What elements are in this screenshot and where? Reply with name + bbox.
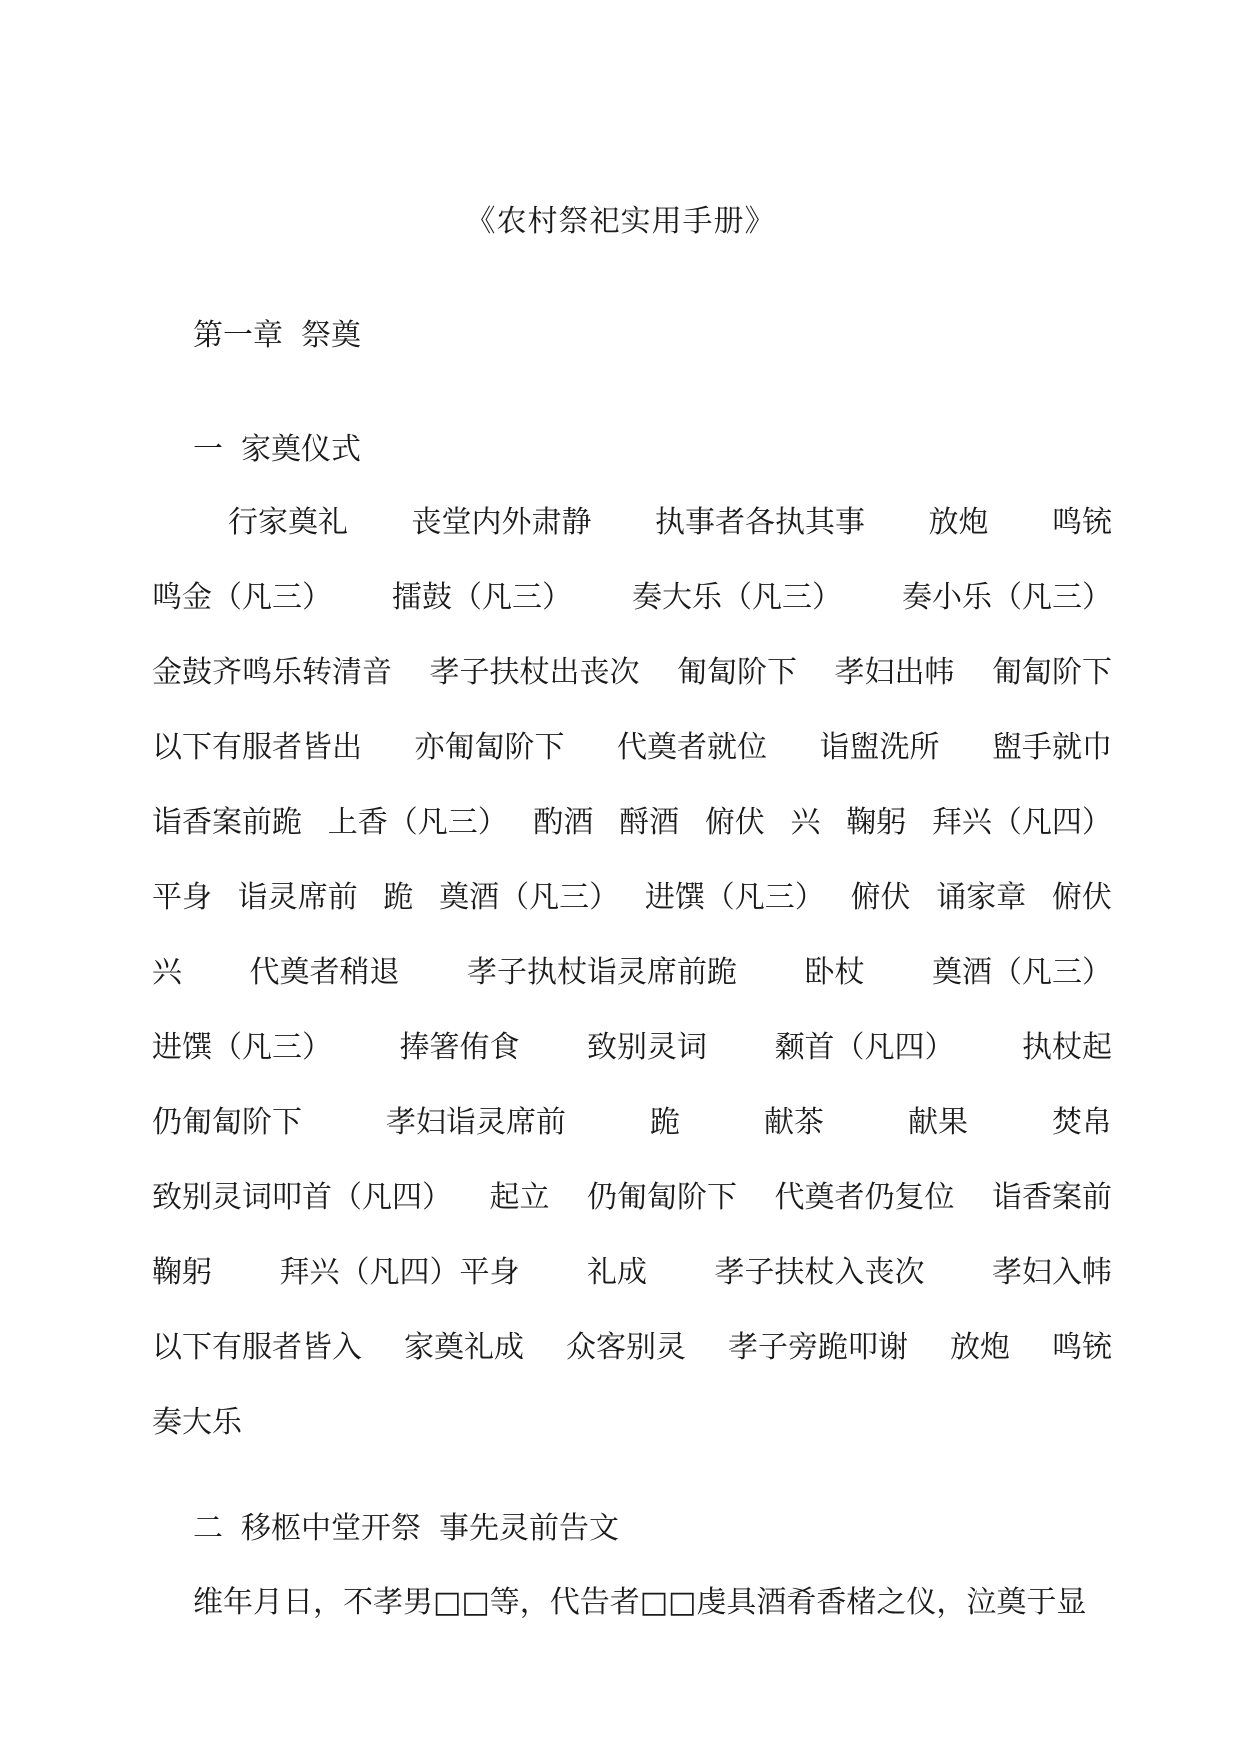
- ritual-phrase: 卧杖: [804, 955, 865, 990]
- ritual-line: [152, 1172, 1112, 1247]
- section-subtitle: 事先灵前告文: [439, 1511, 619, 1546]
- ritual-phrase: 孝妇诣灵席前: [386, 1105, 566, 1140]
- ritual-phrase: 诣香案前: [992, 1180, 1112, 1215]
- prose-paragraph: 维年月日，不孝男□□等，代告者□□虔具酒肴香楮之仪，泣奠于显: [193, 1585, 1087, 1620]
- section-name: 家奠仪式: [241, 432, 361, 467]
- ritual-phrase: 仍匍匐阶下: [152, 1105, 302, 1140]
- ritual-phrase: 致别灵词: [587, 1030, 707, 1065]
- ritual-phrase: 诣香案前跪: [152, 805, 302, 840]
- ritual-phrase: 献茶: [764, 1105, 824, 1140]
- ritual-phrase: 行家奠礼: [228, 505, 348, 540]
- ritual-line: [152, 947, 1112, 1022]
- chapter-number: 第一章: [193, 318, 283, 353]
- ritual-phrase: 俯伏: [1051, 880, 1112, 915]
- ritual-procedure: [152, 497, 1112, 1472]
- ritual-phrase: 放炮: [950, 1330, 1010, 1365]
- ritual-phrase: 诣灵席前: [237, 880, 358, 915]
- ritual-phrase: 亦匍匐阶下: [414, 730, 565, 765]
- ritual-line: [152, 797, 1112, 872]
- ritual-phrase: 奏大乐: [152, 1405, 242, 1440]
- ritual-phrase: 金鼓齐鸣乐转清音: [152, 655, 392, 690]
- ritual-line: [152, 1397, 1112, 1472]
- ritual-phrase: 孝妇入帏: [992, 1255, 1112, 1290]
- ritual-phrase: 孝子执杖诣灵席前跪: [467, 955, 737, 990]
- ritual-phrase: 诵家章: [936, 880, 1027, 915]
- chapter-name: 祭奠: [301, 318, 361, 353]
- ritual-phrase: 奏大乐（凡三）: [632, 580, 842, 615]
- ritual-line: [152, 1247, 1112, 1322]
- ritual-phrase: 奠酒（凡三）: [439, 880, 620, 915]
- ritual-phrase: 代奠者稍退: [249, 955, 400, 990]
- ritual-phrase: 放炮: [928, 505, 989, 540]
- ritual-phrase: 鸣铳: [1052, 505, 1112, 540]
- ritual-phrase: 诣盥洗所: [819, 730, 940, 765]
- section-name: 移柩中堂开祭: [241, 1511, 421, 1546]
- ritual-phrase: 鸣铳: [1052, 1330, 1112, 1365]
- ritual-phrase: 焚帛: [1052, 1105, 1112, 1140]
- section-heading-1: [193, 424, 361, 468]
- ritual-line: [152, 1097, 1112, 1172]
- ritual-phrase: 鸣金（凡三）: [152, 580, 332, 615]
- ritual-phrase: 家奠礼成: [404, 1330, 524, 1365]
- ritual-phrase: 献果: [908, 1105, 968, 1140]
- ritual-line: [152, 1322, 1112, 1397]
- ritual-phrase: 致别灵词叩首（凡四）: [152, 1180, 452, 1215]
- ritual-phrase: 兴: [152, 955, 182, 990]
- ritual-phrase: 奠酒（凡三）: [932, 955, 1112, 990]
- ritual-phrase: 拜兴（凡四）平身: [279, 1255, 520, 1290]
- section-number: 一: [193, 432, 223, 467]
- document-title: 《农村祭祀实用手册》: [465, 204, 776, 239]
- ritual-phrase: 丧堂内外肃静: [411, 505, 592, 540]
- section-heading-2: [193, 1503, 619, 1547]
- ritual-phrase: 酌酒: [533, 805, 594, 840]
- ritual-phrase: 仍匍匐阶下: [587, 1180, 737, 1215]
- ritual-phrase: 代奠者就位: [617, 730, 767, 765]
- ritual-phrase: 鞠躬: [846, 805, 907, 840]
- ritual-phrase: 礼成: [587, 1255, 647, 1290]
- ritual-phrase: 捧箸侑食: [399, 1030, 520, 1065]
- ritual-phrase: 兴: [790, 805, 821, 840]
- ritual-phrase: 以下有服者皆出: [152, 730, 362, 765]
- ritual-phrase: 奏小乐（凡三）: [902, 580, 1112, 615]
- ritual-line: [152, 1022, 1112, 1097]
- ritual-phrase: 匍匐阶下: [992, 655, 1112, 690]
- ritual-phrase: 平身: [152, 880, 212, 915]
- ritual-phrase: 擂鼓（凡三）: [392, 580, 572, 615]
- ritual-phrase: 匍匐阶下: [677, 655, 797, 690]
- ritual-phrase: 上香（凡三）: [327, 805, 508, 840]
- ritual-phrase: 酹酒: [619, 805, 680, 840]
- ritual-phrase: 鞠躬: [152, 1255, 212, 1290]
- chapter-heading: [193, 310, 361, 354]
- ritual-phrase: 众客别灵: [566, 1330, 686, 1365]
- ritual-line: [152, 497, 1112, 572]
- ritual-phrase: 孝妇出帏: [834, 655, 955, 690]
- ritual-phrase: 拜兴（凡四）: [931, 805, 1112, 840]
- ritual-phrase: 孝子扶杖入丧次: [714, 1255, 925, 1290]
- ritual-phrase: 执杖起: [1022, 1030, 1112, 1065]
- ritual-phrase: 进馔（凡三）: [644, 880, 825, 915]
- ritual-phrase: 俯伏: [704, 805, 765, 840]
- ritual-line: [152, 572, 1112, 647]
- ritual-phrase: 俯伏: [850, 880, 911, 915]
- ritual-phrase: 以下有服者皆入: [152, 1330, 362, 1365]
- ritual-phrase: 颡首（凡四）: [774, 1030, 955, 1065]
- ritual-phrase: 执事者各执其事: [655, 505, 865, 540]
- ritual-line: [152, 647, 1112, 722]
- ritual-phrase: 进馔（凡三）: [152, 1030, 332, 1065]
- ritual-line: [152, 872, 1112, 947]
- ritual-phrase: 代奠者仍复位: [774, 1180, 955, 1215]
- ritual-phrase: 起立: [489, 1180, 550, 1215]
- section-number: 二: [193, 1511, 223, 1546]
- ritual-phrase: 盥手就巾: [992, 730, 1112, 765]
- ritual-phrase: 孝子扶杖出丧次: [429, 655, 640, 690]
- ritual-phrase: 跪: [383, 880, 414, 915]
- ritual-phrase: 孝子旁跪叩谢: [728, 1330, 908, 1365]
- ritual-phrase: 跪: [650, 1105, 680, 1140]
- ritual-line: [152, 722, 1112, 797]
